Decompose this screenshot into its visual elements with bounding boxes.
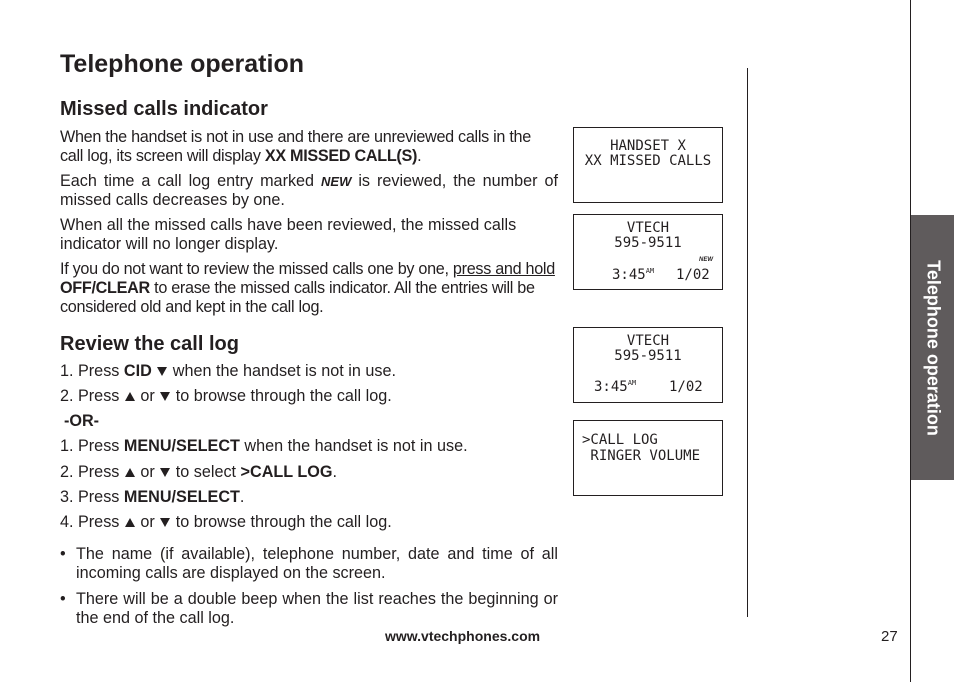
alt-step-2: 2. Press or to select >CALL LOG. bbox=[60, 463, 337, 481]
press-and-hold-link: press and hold bbox=[452, 260, 555, 278]
alt-step-3: 3. Press MENU/SELECT. bbox=[60, 488, 245, 506]
paragraph-3: When all the missed calls have been reviewed, the missed calls indicator will no longer display. bbox=[60, 216, 517, 253]
bullet-mark: • bbox=[60, 590, 66, 608]
paragraph-4: If you do not want to review the missed calls one by one, press and hold OFF/CLEAR to erase the missed calls indicator. All the entries will be considered old and kept in the call log. bbox=[60, 260, 555, 316]
bullet-text: There will be a double beep when the list reaches the beginning or the end of the call log. bbox=[76, 590, 558, 627]
screen-date: 1/02 bbox=[676, 267, 710, 283]
page-title: Telephone operation bbox=[60, 50, 304, 78]
screen-time: $3:45^{AM}$ bbox=[594, 379, 637, 395]
footer-url: www.vtechphones.com bbox=[385, 628, 541, 644]
down-arrow-icon bbox=[160, 392, 170, 401]
screen-time: $3:45^{AM}$ bbox=[612, 267, 655, 283]
handset-screen-call-entry bbox=[573, 327, 723, 403]
down-arrow-icon bbox=[157, 367, 167, 376]
screen-line: HANDSET X bbox=[610, 138, 686, 154]
alt-step-1: 1. Press MENU/SELECT when the handset is not in use. bbox=[60, 437, 468, 455]
missed-calls-text bbox=[60, 128, 558, 317]
screen-line: 595-9511 bbox=[614, 235, 682, 251]
section-heading-review-call-log: Review the call log bbox=[60, 333, 239, 355]
side-tab bbox=[911, 215, 954, 480]
bullet-text: The name (if available), telephone number, date and time of all incoming calls are displayed on the screen. bbox=[76, 545, 558, 582]
screen-line: 595-9511 bbox=[614, 348, 682, 364]
bullet-2 bbox=[60, 590, 558, 628]
paragraph-1: When the handset is not in use and there are unreviewed calls in the call log, its screen will display XX MISSED CALL(S). bbox=[60, 128, 531, 165]
new-indicator: NEW bbox=[699, 257, 713, 263]
handset-screen-missed-calls bbox=[573, 127, 723, 203]
screen-line: VTECH bbox=[626, 220, 670, 236]
step-2: 2. Press or to browse through the call log. bbox=[60, 387, 392, 405]
up-arrow-icon bbox=[125, 392, 135, 401]
handset-screen-call-entry-new bbox=[573, 214, 723, 290]
handset-screen-menu bbox=[573, 420, 723, 496]
down-arrow-icon bbox=[160, 468, 170, 477]
screen-line: VTECH bbox=[626, 333, 670, 349]
screen-line: RINGER VOLUME bbox=[582, 448, 701, 464]
up-arrow-icon bbox=[125, 518, 135, 527]
down-arrow-icon bbox=[160, 518, 170, 527]
bullet-mark: • bbox=[60, 545, 66, 563]
screen-line: XX MISSED CALLS bbox=[584, 153, 712, 169]
page-number: 27 bbox=[881, 628, 898, 645]
section-heading-missed-calls: Missed calls indicator bbox=[60, 98, 268, 120]
screen-line: >CALL LOG bbox=[582, 432, 658, 448]
screen-date: 1/02 bbox=[669, 379, 703, 395]
alt-step-4: 4. Press or to browse through the call log. bbox=[60, 513, 392, 531]
or-divider: -OR- bbox=[64, 412, 100, 430]
up-arrow-icon bbox=[125, 468, 135, 477]
bullet-1 bbox=[60, 545, 558, 583]
column-divider bbox=[747, 68, 748, 617]
side-tab-label: Telephone operation bbox=[923, 259, 943, 436]
paragraph-2: Each time a call log entry marked NEW is reviewed, the number of missed calls decreases by one. bbox=[60, 172, 558, 209]
step-1: 1. Press CID when the handset is not in use. bbox=[60, 362, 396, 380]
